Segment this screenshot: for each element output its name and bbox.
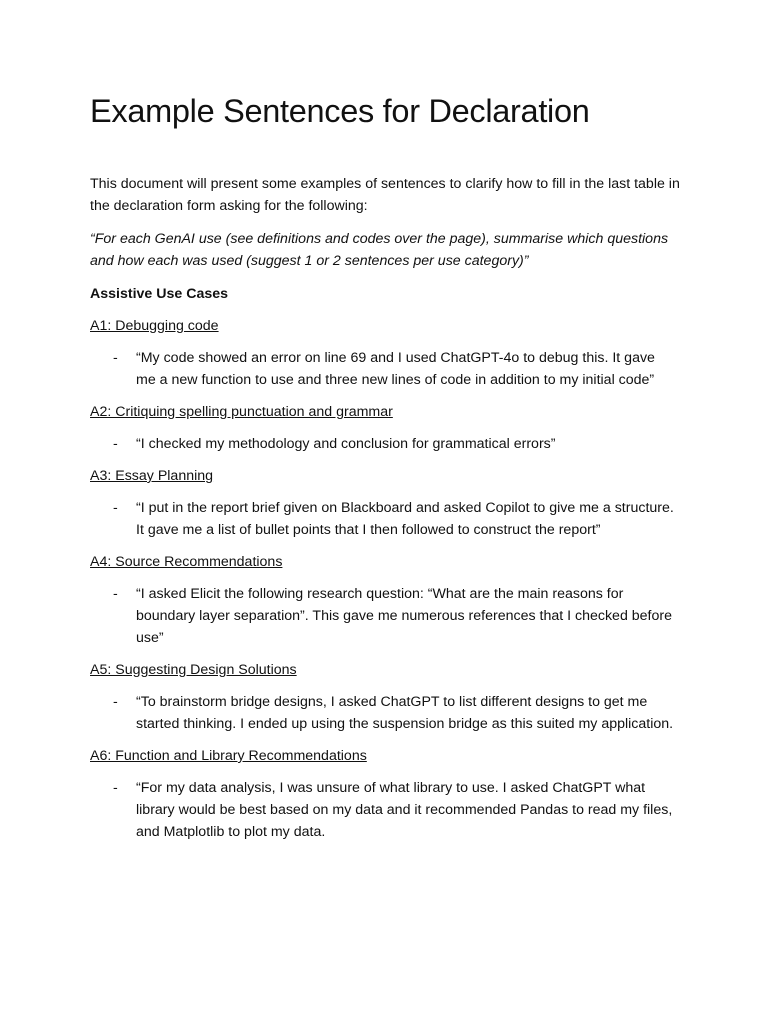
example-item (90, 691, 676, 735)
instruction-quote: “For each GenAI use (see definitions and codes over the page), summarise which questions and how each was used (suggest 1 or 2 sentences per use category)” (90, 231, 669, 269)
example-text: “I checked my methodology and conclusion for grammatical errors” (136, 436, 556, 452)
document-body (90, 173, 680, 853)
example-item (90, 777, 676, 843)
bullet-dash: - (113, 350, 118, 366)
case-heading: A3: Essay Planning (90, 468, 214, 484)
case-heading: A2: Critiquing spelling punctuation and grammar (90, 404, 393, 420)
document-title: Example Sentences for Declaration (90, 93, 590, 129)
bullet-dash: - (113, 436, 118, 452)
example-text: “I put in the report brief given on Blackboard and asked Copilot to give me a structure. It gave me a list of bullet points that I then followed to construct the report” (136, 500, 674, 538)
bullet-dash: - (113, 694, 118, 710)
case-a1 (90, 315, 680, 391)
bullet-dash: - (113, 780, 118, 796)
example-item (90, 347, 676, 391)
example-text: “My code showed an error on line 69 and I used ChatGPT-4o to debug this. It gave me a new function to use and three new lines of code in addition to my initial code” (136, 350, 655, 388)
example-item (90, 433, 676, 455)
example-item (90, 497, 676, 541)
section-heading: Assistive Use Cases (90, 286, 229, 302)
bullet-dash: - (113, 500, 118, 516)
example-text: “To brainstorm bridge designs, I asked ChatGPT to list different designs to get me started thinking. I ended up using the suspension bridge as this suited my application. (136, 694, 674, 732)
case-a4 (90, 551, 680, 649)
case-heading: A6: Function and Library Recommendations (90, 748, 367, 764)
case-a3 (90, 465, 680, 541)
bullet-dash: - (113, 586, 118, 602)
case-heading: A1: Debugging code (90, 318, 219, 334)
case-heading: A5: Suggesting Design Solutions (90, 662, 297, 678)
example-text: “For my data analysis, I was unsure of what library to use. I asked ChatGPT what library would be best based on my data and it recommended Pandas to read my files, and Matplotlib to plot my data. (136, 780, 673, 840)
intro-paragraph: This document will present some examples of sentences to clarify how to fill in the last table in the declaration form asking for the following: (90, 176, 680, 214)
case-a5 (90, 659, 680, 735)
case-a6 (90, 745, 680, 843)
example-item (90, 583, 676, 649)
case-heading: A4: Source Recommendations (90, 554, 283, 570)
case-a2 (90, 401, 680, 455)
example-text: “I asked Elicit the following research question: “What are the main reasons for boundary layer separation”. This gave me numerous references that I checked before use” (136, 586, 673, 646)
